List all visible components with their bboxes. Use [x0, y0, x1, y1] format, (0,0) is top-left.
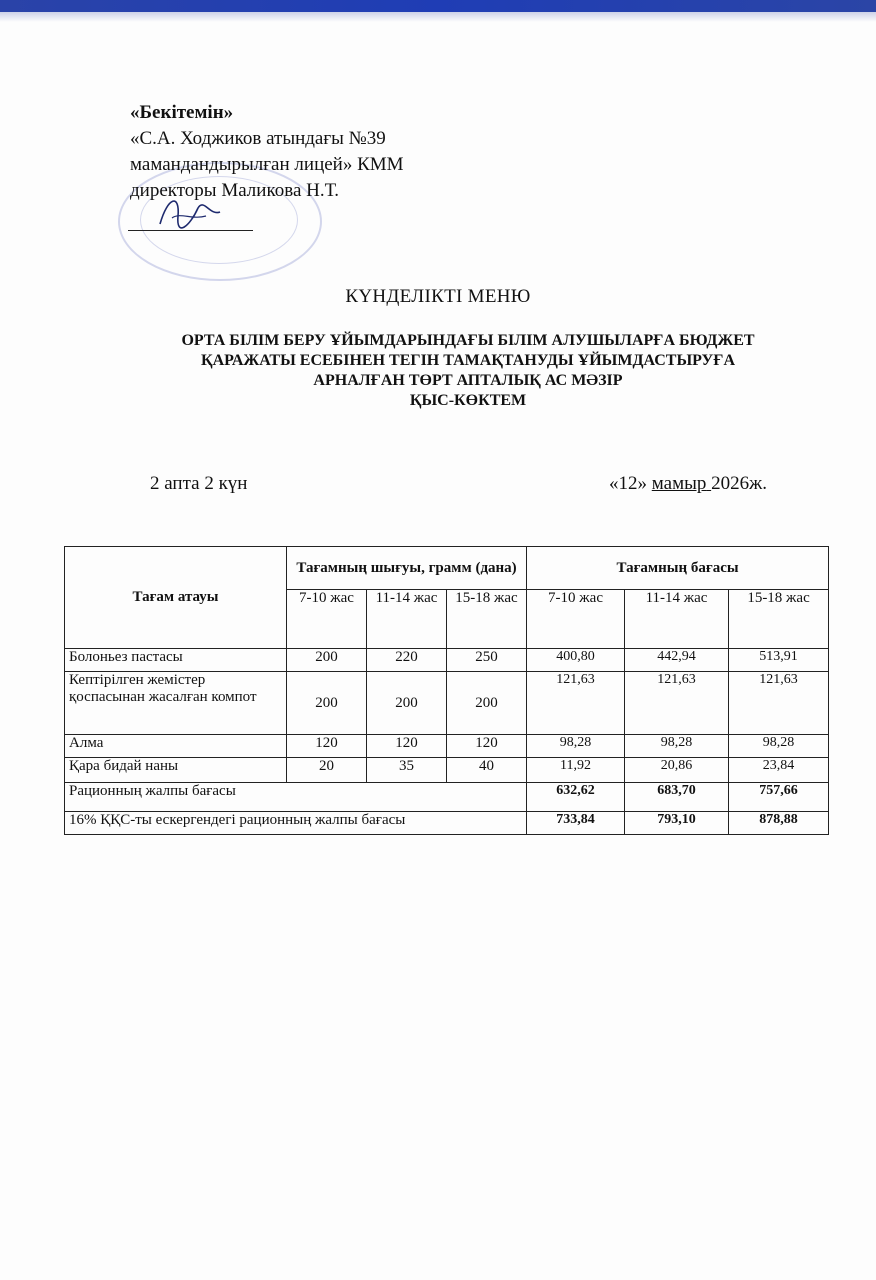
price-11-14: 98,28 [625, 735, 729, 758]
price-7-10: 11,92 [527, 758, 625, 783]
document-date [609, 473, 767, 495]
approval-line-3: директоры Маликова Н.Т. [130, 180, 340, 201]
subtitle-line-3: АРНАЛҒАН ТӨРТ АПТАЛЫҚ АС МӘЗІР [313, 372, 623, 389]
header-output: Тағамның шығуы, грамм (дана) [287, 547, 527, 590]
approval-line-2: мамандандырылған лицей» КММ [130, 154, 404, 175]
top-blue-band [0, 0, 876, 12]
price-11-14: 442,94 [625, 649, 729, 672]
approval-line-1: «С.А. Ходжиков атындағы №39 [130, 128, 386, 149]
dish-name: Кептірілген жемістер қоспасынан жасалған компот [65, 672, 287, 735]
dish-name: Қара бидай наны [65, 758, 287, 783]
approval-block [130, 100, 550, 204]
total-11-14: 683,70 [625, 783, 729, 812]
output-7-10: 200 [287, 649, 367, 672]
vat-total-11-14: 793,10 [625, 812, 729, 835]
top-band-shadow [0, 12, 876, 22]
date-year: 2026ж. [711, 473, 768, 494]
header-price: Тағамның бағасы [527, 547, 829, 590]
table-row [65, 649, 829, 672]
output-7-10: 120 [287, 735, 367, 758]
price-15-18: 23,84 [729, 758, 829, 783]
vat-total-15-18: 878,88 [729, 812, 829, 835]
signature-line [128, 230, 253, 231]
header-age-price-3: 15-18 жас [729, 590, 829, 649]
subtitle-line-4: ҚЫС-КӨКТЕМ [409, 392, 527, 409]
price-15-18: 98,28 [729, 735, 829, 758]
total-15-18: 757,66 [729, 783, 829, 812]
output-15-18: 250 [447, 649, 527, 672]
total-7-10: 632,62 [527, 783, 625, 812]
price-15-18: 121,63 [729, 672, 829, 735]
table-row [65, 758, 829, 783]
date-month: мамыр [651, 473, 707, 494]
price-11-14: 20,86 [625, 758, 729, 783]
output-7-10: 20 [287, 758, 367, 783]
price-7-10: 121,63 [527, 672, 625, 735]
vat-total-row [65, 812, 829, 835]
header-age-output-3: 15-18 жас [447, 590, 527, 649]
dish-name: Алма [65, 735, 287, 758]
page-blank-area [0, 900, 876, 1280]
output-15-18: 120 [447, 735, 527, 758]
table-row [65, 672, 829, 735]
dish-name: Болоньез пастасы [65, 649, 287, 672]
price-7-10: 400,80 [527, 649, 625, 672]
vat-total-7-10: 733,84 [527, 812, 625, 835]
output-11-14: 220 [367, 649, 447, 672]
total-label: Рационның жалпы бағасы [65, 783, 527, 812]
output-15-18: 40 [447, 758, 527, 783]
document-subtitle [130, 331, 806, 411]
output-11-14: 120 [367, 735, 447, 758]
header-age-price-2: 11-14 жас [625, 590, 729, 649]
subtitle-line-1: ОРТА БІЛІМ БЕРУ ҰЙЫМДАРЫНДАҒЫ БІЛІМ АЛУШЫЛАРҒА БЮДЖЕТ [181, 332, 755, 349]
output-15-18: 200 [447, 672, 527, 735]
price-7-10: 98,28 [527, 735, 625, 758]
document-title: КҮНДЕЛІКТІ МЕНЮ [345, 286, 531, 307]
price-11-14: 121,63 [625, 672, 729, 735]
subtitle-line-2: ҚАРАЖАТЫ ЕСЕБІНЕН ТЕГІН ТАМАҚТАНУДЫ ҰЙЫМДАСТЫРУҒА [200, 352, 736, 369]
output-11-14: 35 [367, 758, 447, 783]
header-age-price-1: 7-10 жас [527, 590, 625, 649]
menu-table [64, 546, 829, 835]
approval-title: «Бекітемін» [130, 102, 234, 123]
header-age-output-2: 11-14 жас [367, 590, 447, 649]
table-row [65, 735, 829, 758]
header-dish-name: Тағам атауы [65, 547, 287, 649]
week-day-label: 2 апта 2 күн [150, 473, 248, 494]
output-7-10: 200 [287, 672, 367, 735]
total-row [65, 783, 829, 812]
price-15-18: 513,91 [729, 649, 829, 672]
header-age-output-1: 7-10 жас [287, 590, 367, 649]
date-day: «12» [609, 473, 647, 494]
vat-total-label: 16% ҚҚС-ты ескергендегі рационның жалпы бағасы [65, 812, 527, 835]
output-11-14: 200 [367, 672, 447, 735]
